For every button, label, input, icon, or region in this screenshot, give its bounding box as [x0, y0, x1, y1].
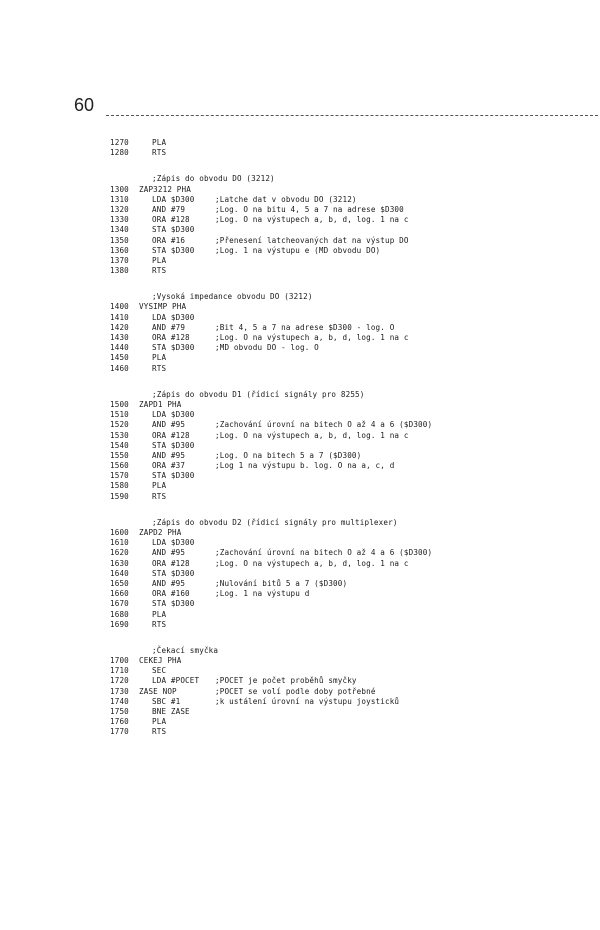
code-line	[110, 599, 530, 609]
line-number: 1580	[110, 481, 129, 491]
line-number: 1320	[110, 204, 129, 214]
instruction: AND #95	[152, 548, 186, 558]
code-line	[110, 538, 530, 548]
instruction: AND #79	[152, 322, 186, 332]
line-number: 1440	[110, 343, 129, 353]
instruction: SEC	[152, 666, 167, 676]
line-number: 1330	[110, 215, 129, 225]
line-number: 1300	[110, 184, 129, 194]
line-comment	[215, 266, 530, 276]
code-line	[110, 205, 530, 215]
label-statement: ZASE NOP	[139, 686, 177, 696]
line-comment	[215, 481, 530, 491]
label-statement: CEKEJ PHA	[139, 656, 182, 666]
line-number: 1650	[110, 578, 129, 588]
line-number: 1670	[110, 599, 129, 609]
instruction: ORA #128	[152, 333, 190, 342]
line-number: 1770	[110, 727, 129, 737]
code-line	[110, 195, 530, 205]
line-number: 1430	[110, 333, 129, 342]
code-block	[110, 174, 530, 276]
code-line	[110, 185, 530, 195]
code-line	[110, 246, 530, 256]
section-comment: ;Zápis do obvodu D2 (řídicí signály pro multiplexer)	[152, 517, 398, 527]
code-line	[110, 420, 530, 430]
line-comment	[215, 656, 530, 666]
line-number: 1760	[110, 717, 129, 727]
code-block	[110, 518, 530, 630]
line-number: 1280	[110, 148, 129, 158]
instruction: RTS	[152, 491, 167, 501]
instruction: STA $D300	[152, 225, 195, 235]
instruction: PLA	[152, 255, 167, 265]
code-line	[110, 461, 530, 471]
code-line	[110, 656, 530, 666]
line-comment: ;Log. O na bitech 5 a 7 ($D300)	[215, 450, 362, 460]
line-comment	[215, 727, 530, 737]
label-statement: VYSIMP PHA	[139, 302, 187, 312]
code-block	[110, 138, 530, 158]
code-line	[110, 687, 530, 697]
line-comment: ;Log. O na výstupech a, b, d, log. 1 na c	[215, 333, 409, 342]
instruction: AND #95	[152, 578, 186, 588]
line-comment	[215, 599, 530, 609]
instruction: BNE ZASE	[152, 707, 190, 716]
line-number: 1410	[110, 312, 129, 322]
code-line	[110, 410, 530, 420]
label-statement: ZAP3212 PHA	[139, 184, 191, 194]
instruction: ORA #37	[152, 461, 186, 471]
code-line	[110, 343, 530, 353]
instruction: ORA #128	[152, 558, 190, 568]
instruction: STA $D300	[152, 568, 195, 578]
instruction: STA $D300	[152, 343, 195, 353]
line-number: 1540	[110, 440, 129, 450]
instruction: PLA	[152, 353, 167, 363]
instruction: AND #79	[152, 204, 186, 214]
instruction: LDA $D300	[152, 410, 195, 420]
instruction: LDA $D300	[152, 194, 195, 204]
line-comment	[215, 400, 530, 410]
line-number: 1660	[110, 589, 129, 599]
code-line	[110, 492, 530, 502]
page-number: 60	[74, 95, 95, 115]
line-number: 1420	[110, 322, 129, 332]
line-comment	[215, 302, 530, 312]
code-line	[110, 610, 530, 620]
line-comment	[215, 353, 530, 363]
line-comment: ;MD obvodu DO - log. O	[215, 343, 319, 353]
instruction: ORA #16	[152, 235, 186, 245]
line-comment	[215, 538, 530, 548]
line-comment	[215, 256, 530, 266]
line-comment	[215, 313, 530, 323]
line-number: 1690	[110, 619, 129, 629]
code-line	[110, 256, 530, 266]
line-number: 1350	[110, 235, 129, 245]
line-comment: ;Log 1 na výstupu b. log. O na a, c, d	[215, 461, 395, 471]
line-number: 1620	[110, 548, 129, 558]
code-line	[110, 727, 530, 737]
line-number: 1730	[110, 686, 129, 696]
code-line	[110, 215, 530, 225]
line-number: 1560	[110, 461, 129, 471]
line-number: 1400	[110, 302, 129, 312]
code-line	[110, 451, 530, 461]
line-comment	[215, 225, 530, 235]
instruction: PLA	[152, 138, 167, 147]
instruction: RTS	[152, 727, 167, 737]
code-line	[110, 138, 530, 148]
code-line	[110, 589, 530, 599]
instruction: ORA #160	[152, 589, 190, 599]
line-number: 1360	[110, 245, 129, 255]
code-line	[110, 323, 530, 333]
line-comment: ;Latche dat v obvodu DO (3212)	[215, 194, 357, 204]
line-comment: ;Zachování úrovní na bitech O až 4 a 6 ($D300)	[215, 420, 433, 430]
instruction: STA $D300	[152, 599, 195, 609]
line-number: 1680	[110, 609, 129, 619]
line-number: 1590	[110, 491, 129, 501]
line-comment	[215, 364, 530, 374]
code-line	[110, 471, 530, 481]
section-comment: ;Vysoká impedance obvodu DO (3212)	[152, 292, 313, 302]
line-comment: ;Log. O na výstupech a, b, d, log. 1 na c	[215, 215, 409, 225]
code-line	[110, 676, 530, 686]
line-comment: ;Přenesení latcheovaných dat na výstup DO	[215, 235, 409, 245]
code-line	[110, 481, 530, 491]
instruction: PLA	[152, 609, 167, 619]
instruction: STA $D300	[152, 440, 195, 450]
line-comment	[215, 185, 530, 195]
line-number: 1640	[110, 568, 129, 578]
code-line	[110, 620, 530, 630]
code-line	[110, 579, 530, 589]
line-number: 1740	[110, 696, 129, 706]
code-line	[110, 236, 530, 246]
line-number: 1720	[110, 676, 129, 686]
code-line	[110, 559, 530, 569]
code-line	[110, 569, 530, 579]
code-line	[110, 697, 530, 707]
assembly-listing	[110, 138, 530, 738]
line-comment: ;Nulování bitů 5 a 7 ($D300)	[215, 578, 348, 588]
line-comment: ;Log. O na bitu 4, 5 a 7 na adrese $D300	[215, 204, 404, 214]
line-comment: ;Log. O na výstupech a, b, d, log. 1 na c	[215, 430, 409, 440]
line-comment: ;POCET se volí podle doby potřebné	[215, 686, 376, 696]
line-comment	[215, 610, 530, 620]
code-line	[110, 364, 530, 374]
line-comment	[215, 707, 530, 717]
instruction: ORA #128	[152, 215, 190, 225]
code-line	[110, 225, 530, 235]
line-number: 1700	[110, 656, 129, 666]
line-number: 1610	[110, 538, 129, 548]
code-line	[110, 431, 530, 441]
line-comment	[215, 528, 530, 538]
code-block	[110, 390, 530, 502]
line-number: 1530	[110, 430, 129, 440]
instruction: AND #95	[152, 450, 186, 460]
line-number: 1450	[110, 353, 129, 363]
code-line	[110, 302, 530, 312]
code-line	[110, 333, 530, 343]
line-number: 1570	[110, 471, 129, 481]
header-rule	[106, 115, 598, 116]
code-block	[110, 292, 530, 374]
instruction: RTS	[152, 266, 167, 276]
instruction: STA $D300	[152, 471, 195, 481]
instruction: STA $D300	[152, 245, 195, 255]
label-statement: ZAPD1 PHA	[139, 399, 182, 409]
code-line	[110, 400, 530, 410]
line-comment	[215, 569, 530, 579]
line-comment	[215, 717, 530, 727]
line-number: 1550	[110, 450, 129, 460]
instruction: PLA	[152, 481, 167, 491]
line-number: 1460	[110, 363, 129, 373]
code-line	[110, 548, 530, 558]
instruction: RTS	[152, 148, 167, 158]
line-number: 1710	[110, 666, 129, 676]
line-comment: ;POCET je počet proběhů smyčky	[215, 676, 357, 686]
line-number: 1370	[110, 255, 129, 265]
line-number: 1380	[110, 266, 129, 276]
line-comment	[215, 148, 530, 158]
instruction: RTS	[152, 619, 167, 629]
code-line	[110, 266, 530, 276]
code-line	[110, 148, 530, 158]
code-line	[110, 707, 530, 717]
instruction: LDA $D300	[152, 538, 195, 548]
line-number: 1750	[110, 707, 129, 716]
line-number: 1270	[110, 138, 129, 147]
code-line	[110, 313, 530, 323]
line-number: 1600	[110, 528, 129, 537]
code-block	[110, 646, 530, 738]
section-comment: ;Čekací smyčka	[152, 645, 219, 655]
line-comment	[215, 410, 530, 420]
instruction: PLA	[152, 717, 167, 727]
line-comment: ;Zachování úrovní na bitech O až 4 a 6 ($D300)	[215, 548, 433, 558]
line-comment: ;k ustálení úrovní na výstupu joysticků	[215, 696, 400, 706]
code-line	[110, 528, 530, 538]
instruction: AND #95	[152, 420, 186, 430]
code-line	[110, 441, 530, 451]
instruction: LDA $D300	[152, 312, 195, 322]
instruction: SBC #1	[152, 696, 181, 706]
line-number: 1630	[110, 558, 129, 568]
line-number: 1310	[110, 194, 129, 204]
line-comment: ;Log. 1 na výstupu d	[215, 589, 310, 599]
line-number: 1500	[110, 399, 129, 409]
code-line	[110, 666, 530, 676]
line-comment	[215, 666, 530, 676]
instruction: ORA #128	[152, 430, 190, 440]
line-comment: ;Bit 4, 5 a 7 na adrese $D300 - log. O	[215, 322, 395, 332]
line-number: 1340	[110, 225, 129, 235]
line-number: 1510	[110, 410, 129, 420]
instruction: LDA #POCET	[152, 676, 200, 686]
section-comment: ;Zápis do obvodu D1 (řídicí signály pro 8255)	[152, 389, 365, 399]
code-line	[110, 717, 530, 727]
line-comment	[215, 471, 530, 481]
line-comment	[215, 138, 530, 148]
line-comment: ;Log. 1 na výstupu e (MD obvodu DO)	[215, 245, 381, 255]
line-comment: ;Log. O na výstupech a, b, d, log. 1 na c	[215, 558, 409, 568]
label-statement: ZAPD2 PHA	[139, 528, 182, 537]
section-comment: ;Zápis do obvodu DO (3212)	[152, 174, 275, 184]
line-comment	[215, 492, 530, 502]
line-comment	[215, 620, 530, 630]
instruction: RTS	[152, 363, 167, 373]
line-comment	[215, 441, 530, 451]
line-number: 1520	[110, 420, 129, 430]
code-line	[110, 353, 530, 363]
